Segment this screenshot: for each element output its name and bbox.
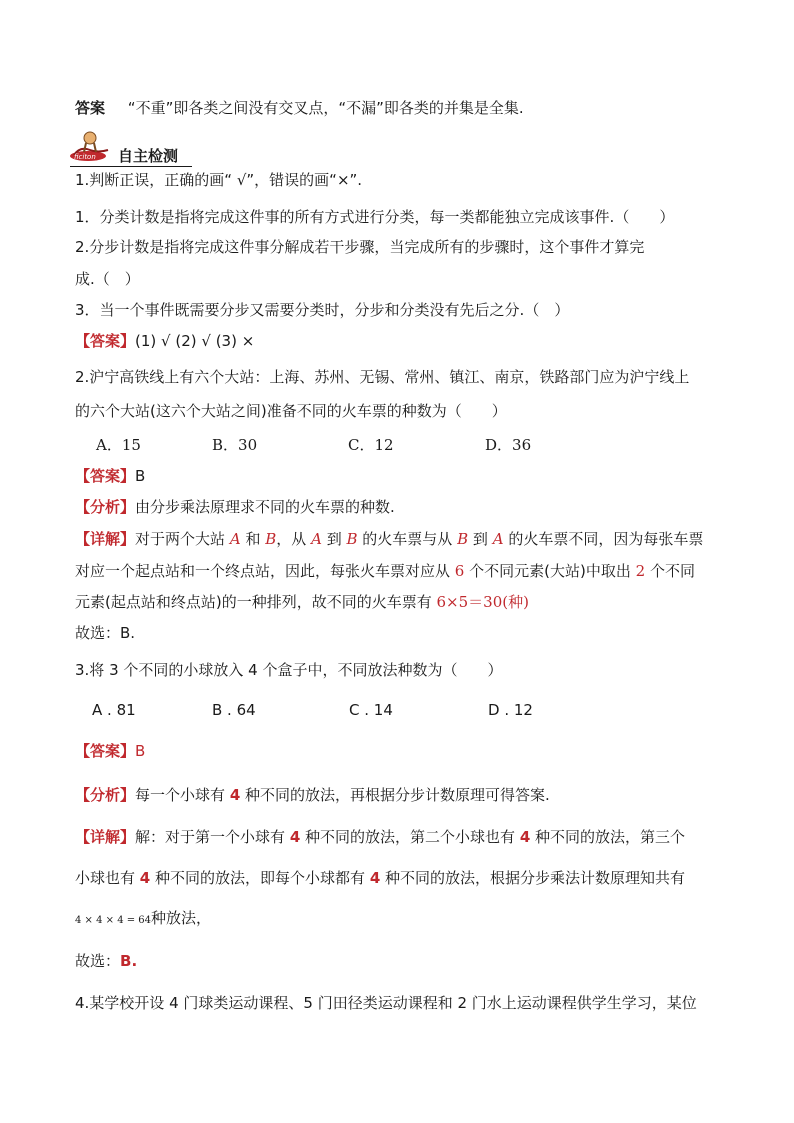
detail-text: 种不同的放法，根据分步乘法计数原理知共有 <box>385 869 686 887</box>
q2-detail-3 <box>75 592 529 612</box>
q1-item-3: 3．当一个事件既需要分步又需要分类时，分步和分类没有先后之分.（ ） <box>75 301 570 319</box>
q1-item-1: 1．分类计数是指将完成这件事的所有方式进行分类，每一类都能独立完成该事件.（ ） <box>75 208 675 226</box>
detail-text: 对应一个起点站和一个终点站，因此，每张火车票对应从 <box>75 562 451 580</box>
answer-text: B <box>135 467 146 485</box>
detail-text: 解：对于第一个小球有 <box>135 828 286 846</box>
var-b: B <box>457 530 469 548</box>
q2-option-b: B．30 <box>212 436 258 454</box>
q3-option-a: A . 81 <box>92 701 136 719</box>
detail-text: 的火车票与从 <box>362 530 453 548</box>
detail-text: 个不同元素(大站)中取出 <box>469 562 631 580</box>
q1-answer <box>75 331 254 351</box>
var-b: B <box>346 530 358 548</box>
q1-item-2-cont: 成.（ ） <box>75 270 140 288</box>
q2-answer <box>75 466 145 486</box>
analysis-tag: 【分析】 <box>75 498 136 516</box>
choose-label: 故选： <box>75 952 121 970</box>
q1-title: 1.判断正误，正确的画“ √”，错误的画“×”. <box>75 171 363 189</box>
answer-tag: 【答案】 <box>75 467 136 485</box>
detail-tag: 【详解】 <box>75 530 136 548</box>
detail-text: 种放法， <box>151 909 212 927</box>
q3-analysis <box>75 785 550 805</box>
number: 4 <box>139 869 151 887</box>
detail-tag: 【详解】 <box>75 828 136 846</box>
q3-option-d: D . 12 <box>488 701 533 719</box>
analysis-tag: 【分析】 <box>75 786 136 804</box>
q2-detail-2 <box>75 561 695 581</box>
q2-detail-1 <box>75 529 703 549</box>
q2-choose: 故选：B. <box>75 624 136 642</box>
q3-detail-3 <box>75 908 211 931</box>
number: 4 <box>369 869 381 887</box>
intro-text: “不重”即各类之间没有交叉点，“不漏”即各类的并集是全集. <box>127 99 524 117</box>
detail-text: 和 <box>245 530 261 548</box>
detail-text: 种不同的放法，即每个小球都有 <box>155 869 366 887</box>
var-a: A <box>492 530 504 548</box>
analysis-text: 种不同的放法，再根据分步计数原理可得答案. <box>245 786 550 804</box>
detail-text: 种不同的放法，第三个 <box>535 828 686 846</box>
q3-answer <box>75 741 145 761</box>
q2-option-d: D．36 <box>485 436 532 454</box>
section-underline <box>70 166 192 167</box>
q1-item-2: 2.分步计数是指将完成这件事分解成若干步骤，当完成所有的步骤时，这个事件才算完 <box>75 238 645 256</box>
number: 6 <box>454 562 465 580</box>
answer-text: (1) √ (2) √ (3) × <box>135 332 255 350</box>
detail-text: 个不同 <box>649 562 695 580</box>
q2-option-a: A．15 <box>96 436 141 454</box>
formula: 4 × 4 × 4 = 64 <box>75 915 152 926</box>
mascot-logo-icon <box>68 128 116 164</box>
number: 2 <box>635 562 646 580</box>
q3-title: 3.将 3 个不同的小球放入 4 个盒子中，不同放法种数为（ ） <box>75 661 503 679</box>
choose-answer: B. <box>120 952 138 970</box>
detail-text: 到 <box>472 530 488 548</box>
detail-text: 种不同的放法，第二个小球也有 <box>305 828 516 846</box>
q4-line-1: 4.某学校开设 4 门球类运动课程、5 门田径类运动课程和 2 门水上运动课程供学生学习，某位 <box>75 994 697 1012</box>
q3-option-b: B . 64 <box>212 701 256 719</box>
q2-line-1: 2.沪宁高铁线上有六个大站：上海、苏州、无锡、常州、镇江、南京，铁路部门应为沪宁线上 <box>75 368 690 386</box>
q2-line-2: 的六个大站(这六个大站之间)准备不同的火车票的种数为（ ） <box>75 402 507 420</box>
analysis-text: 由分步乘法原理求不同的火车票的种数. <box>135 498 395 516</box>
detail-text: 对于两个大站 <box>135 530 226 548</box>
section-title: 自主检测 <box>118 147 179 165</box>
intro-label: 答案 <box>75 99 106 117</box>
number: 4 <box>519 828 531 846</box>
q3-detail-2 <box>75 868 685 888</box>
number: 4 <box>289 828 301 846</box>
answer-tag: 【答案】 <box>75 332 136 350</box>
q3-option-c: C . 14 <box>349 701 393 719</box>
detail-text: 的火车票不同，因为每张车票 <box>508 530 704 548</box>
formula: 6×5＝30(种) <box>436 593 529 611</box>
answer-tag: 【答案】 <box>75 742 136 760</box>
answer-text: B <box>135 742 146 760</box>
var-a: A <box>229 530 241 548</box>
var-a: A <box>311 530 322 548</box>
q2-analysis <box>75 497 395 517</box>
intro-line <box>75 98 524 118</box>
q2-option-c: C．12 <box>348 436 394 454</box>
q3-choose <box>75 951 137 971</box>
detail-text: 到 <box>326 530 342 548</box>
q3-detail-1 <box>75 827 685 847</box>
analysis-text: 每一个小球有 <box>135 786 226 804</box>
detail-text: ，从 <box>276 530 307 548</box>
svg-text:ficiton: ficiton <box>74 153 96 161</box>
detail-text: 小球也有 <box>75 869 136 887</box>
var-b: B <box>265 530 277 548</box>
detail-text: 元素(起点站和终点站)的一种排列，故不同的火车票有 <box>75 593 432 611</box>
number: 4 <box>229 786 241 804</box>
